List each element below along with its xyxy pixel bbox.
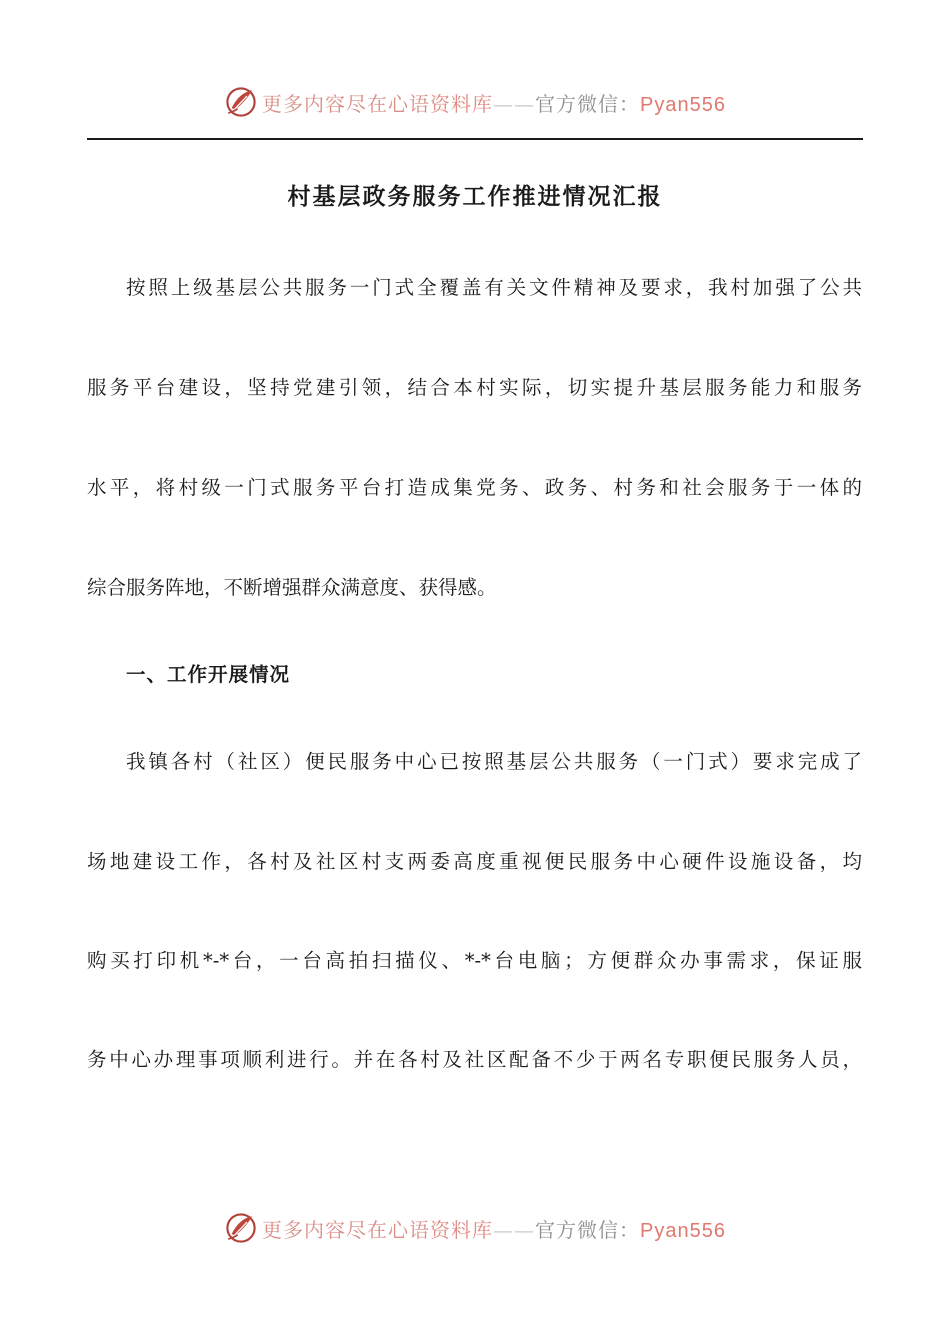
paragraph-line: 购买打印机*-*台，一台高拍扫描仪、*-*台电脑；方便群众办事需求，保证服 (87, 949, 862, 972)
paragraph-line: 水平，将村级一门式服务平台打造成集党务、政务、村务和社会服务于一体的 (87, 476, 862, 499)
paragraph-line: 服务平台建设，坚持党建引领，结合本村实际，切实提升基层服务能力和服务 (87, 376, 862, 399)
paragraph-line: 综合服务阵地，不断增强群众满意度、获得感。 (87, 576, 497, 599)
watermark-wechat-label: 官方微信： (535, 1217, 641, 1242)
watermark-dash: —— (493, 1217, 536, 1242)
section-heading: 一、工作开展情况 (126, 663, 291, 686)
footer-watermark (0, 1206, 950, 1250)
paragraph-line: 按照上级基层公共服务一门式全覆盖有关文件精神及要求，我村加强了公共 (126, 276, 862, 299)
paragraph-line: 场地建设工作，各村及社区村支两委高度重视便民服务中心硬件设施设备，均 (87, 850, 862, 873)
watermark-lead: 更多内容尽在心语 (262, 1217, 431, 1242)
header-divider (87, 138, 863, 140)
watermark-wechat-id: Pyan556 (640, 93, 726, 116)
paragraph-line: 我镇各村（社区）便民服务中心已按照基层公共服务（一门式）要求完成了 (126, 750, 862, 773)
paragraph-line: 务中心办理事项顺利进行。并在各村及社区配备不少于两名专职便民服务人员， (87, 1048, 862, 1071)
document-title: 村基层政务服务工作推进情况汇报 (287, 183, 663, 210)
header-watermark (0, 80, 950, 124)
watermark-text (262, 1214, 726, 1243)
watermark-wechat-label: 官方微信： (535, 91, 641, 116)
watermark-dash: —— (493, 91, 536, 116)
quill-logo-icon (224, 1211, 258, 1245)
watermark-wechat-id: Pyan556 (640, 1219, 726, 1242)
watermark-lead: 更多内容尽在心语 (262, 91, 431, 116)
quill-logo-icon (224, 85, 258, 119)
watermark-text (262, 88, 726, 117)
watermark-library: 资料库 (430, 1217, 494, 1242)
watermark-library: 资料库 (430, 91, 494, 116)
